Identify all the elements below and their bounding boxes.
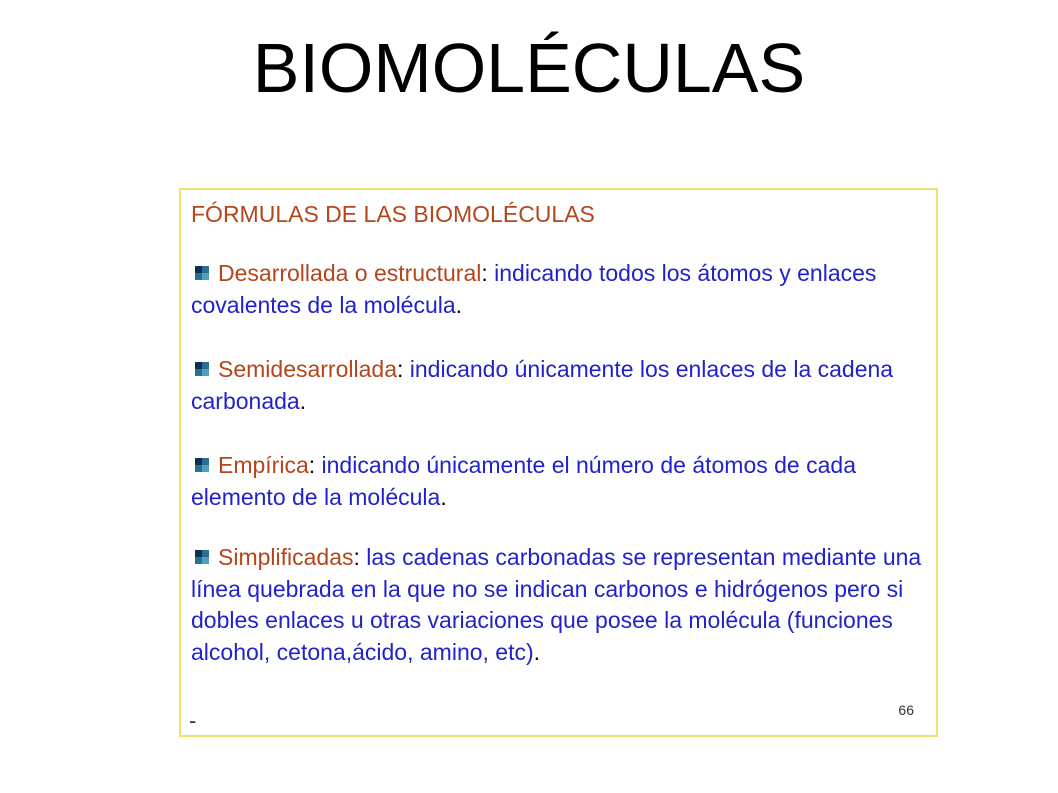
item-colon: : [481,260,488,286]
item-description: indicando todos los átomos y enlaces covalentes de la molécula [191,260,877,318]
square-bullet-icon [195,458,209,472]
item-term: Desarrollada o estructural [218,260,482,286]
square-bullet-icon [195,362,209,376]
item-description: indicando únicamente el número de átomos de cada elemento de la molécula [191,452,856,510]
item-period: . [299,387,307,414]
list-item-semidesarrollada [191,354,926,417]
item-period: . [440,483,447,510]
item-term: Semidesarrollada [218,356,397,382]
box-heading: FÓRMULAS DE LAS BIOMOLÉCULAS [191,201,595,227]
slide-title: BIOMOLÉCULAS [252,29,806,107]
item-term: Empírica [218,452,309,478]
list-item-desarrollada [191,258,926,321]
formulas-content-box [179,188,938,737]
item-description: las cadenas carbonadas se representan mediante una línea quebrada en la que no se indican carbonos e hidrógenos pero si dobles enlaces u otras variaciones que posee la molécula (funciones alcohol, cetona,ácido, amino, etc) [191,544,922,665]
item-term: Simplificadas [218,544,354,570]
item-period: . [533,638,541,665]
item-colon: : [353,544,360,570]
item-colon: : [308,452,316,478]
item-colon: : [396,356,404,382]
square-bullet-icon [195,266,209,280]
square-bullet-icon [195,550,209,564]
list-item-empirica [191,450,926,513]
item-period: . [455,291,463,318]
list-item-simplificadas [191,542,926,668]
dash-mark: - [189,708,197,733]
item-description: indicando únicamente los enlaces de la cadena carbonada [191,356,894,414]
page-number: 66 [898,702,914,718]
